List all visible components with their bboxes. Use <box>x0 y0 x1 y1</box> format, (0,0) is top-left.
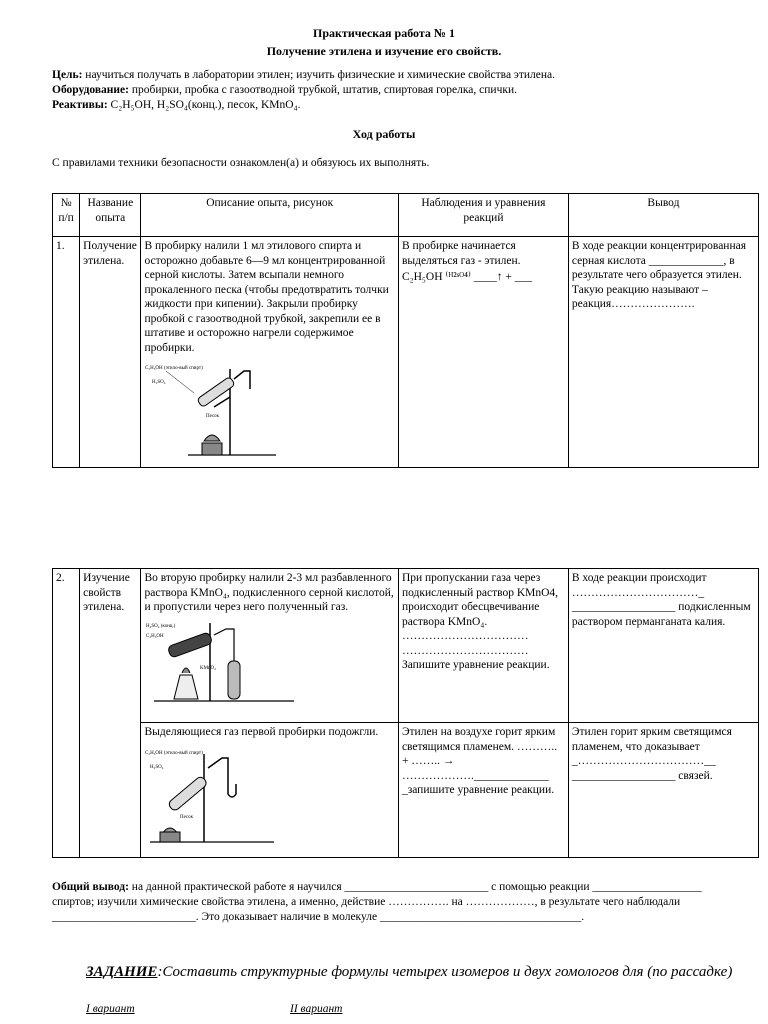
description-text: В пробирку налили 1 мл этилового спирта и осторожно добавьте 6—9 мл концентрированной серной кислоты. Затем всыпали немного прокаленного песка (чтобы предотвратить толчки жидкости при кипении). Закрыли пробирку пробкой с газоотводной трубкой, закрепили ее в штативе и осторожно нагрели содержимое пробирки. <box>144 240 389 354</box>
observations-text: В пробирке начинается выделяться газ - этилен. <box>401 240 521 267</box>
row-observations: Этилен на воздухе горит ярким светящимся пламенем. ……….. + …….. → ………………._____________ _запишите уравнение реакции. <box>398 723 568 858</box>
task-block <box>86 962 736 982</box>
page-title: Практическая работа № 1 <box>313 26 455 40</box>
table-header-row <box>53 194 759 237</box>
header-name: Название опыта <box>80 194 141 237</box>
row-name: Получение этилена. <box>80 237 141 468</box>
variant-1: I вариант <box>86 1003 135 1015</box>
row-description <box>141 723 398 858</box>
header-conclusion: Вывод <box>568 194 758 237</box>
header-num: № п/п <box>53 194 80 237</box>
goals-block <box>52 68 732 113</box>
figure-label: C₂H₅OH (этило-вый спирт) <box>145 750 204 756</box>
reagents-text: C₂H₅OH, H₂SO₄(конц.), песок, KMnO₄. <box>107 99 301 111</box>
equipment-label: Оборудование: <box>52 84 129 96</box>
conclusion-label: Общий вывод: <box>52 881 129 893</box>
row-description <box>141 237 398 468</box>
apparatus-figure <box>144 359 284 457</box>
experiment-table-2 <box>52 568 759 858</box>
figure-label: H₂SO₄ <box>152 380 166 385</box>
table-row <box>53 237 759 468</box>
apparatus-figure <box>144 744 284 844</box>
goal-label: Цель: <box>52 69 83 81</box>
table-row <box>53 723 759 858</box>
figure-label: Песок <box>206 414 220 419</box>
row-conclusion: В ходе реакции концентрированная серная кислота _____________, в результате чего образуется этилен. Такую реакцию называют – реакция…………………. <box>568 237 758 468</box>
figure-label: H₂SO₄ (конц.) <box>146 623 176 629</box>
goal-text: научиться получать в лаборатории этилен; изучить физические и химические свойства этилена. <box>82 69 556 81</box>
row-observations: При пропускании газа через подкисленный раствор KMnO4, происходит обесцвечивание раствора KMnO₄. …………………………… …………………………… Запишите уравнение реакции. <box>398 569 568 723</box>
figure-label: KMnO₄ <box>200 665 217 671</box>
table-row <box>53 569 759 723</box>
general-conclusion <box>52 880 732 925</box>
reagents-label: Реактивы: <box>52 99 108 111</box>
task-label: ЗАДАНИЕ <box>86 964 158 980</box>
safety-text: С правилами техники безопасности ознакомлен(а) и обязуюсь их выполнять. <box>52 157 430 169</box>
variant-2: II вариант <box>290 1003 343 1015</box>
experiment-table-1 <box>52 193 759 468</box>
row-num: 1. <box>53 237 80 468</box>
process-title: Ход работы <box>352 127 416 141</box>
apparatus-figure <box>144 619 294 703</box>
conclusion-text: на данной практической работе я научился _________________________ с помощью реакции ___________________ спиртов; изучили химические свойства этилена, а именно, действие ……………. на ………………, в результате чего наблюдали _________________________. Это доказывает наличие в молекуле ___________________________________. <box>52 881 702 923</box>
row-description <box>141 569 398 723</box>
figure-label: Песок <box>180 814 194 820</box>
row-observations <box>398 237 568 468</box>
page-subtitle: Получение этилена и изучение его свойств. <box>266 44 502 58</box>
description-text: Выделяющиеся газ первой пробирки подожгли. <box>144 726 379 738</box>
row-conclusion: Этилен горит ярким светящимся пламенем, что доказывает _……………………………__ __________________ связей. <box>568 723 758 858</box>
figure-label: H₂SO₄ <box>150 764 164 770</box>
row-name: Изучение свойств этилена. <box>80 569 141 858</box>
figure-label: C₂H₅OH <box>146 633 165 639</box>
figure-label: C₂H₅OH (этило-вый спирт) <box>145 366 204 371</box>
header-description: Описание опыта, рисунок <box>141 194 398 237</box>
equipment-text: пробирки, пробка с газоотводной трубкой, штатив, спиртовая горелка, спички. <box>129 84 517 96</box>
task-text: :Составить структурные формулы четырех изомеров и двух гомологов для (по рассадке) <box>157 964 733 980</box>
description-text: Во вторую пробирку налили 2-3 мл разбавленного раствора KMnO₄, подкисленного серной кислотой, и пропустили через него полученный газ. <box>144 572 394 613</box>
row-num: 2. <box>53 569 80 858</box>
reaction-equation: C₂H₅OH ⁽ᴴ²ˢᴼ⁴⁾ ____↑ + ___ <box>401 271 532 283</box>
row-conclusion: В ходе реакции происходит ……………………………_ __________________ подкисленным раствором перманганата калия. <box>568 569 758 723</box>
header-observations: Наблюдения и уравнения реакций <box>398 194 568 237</box>
